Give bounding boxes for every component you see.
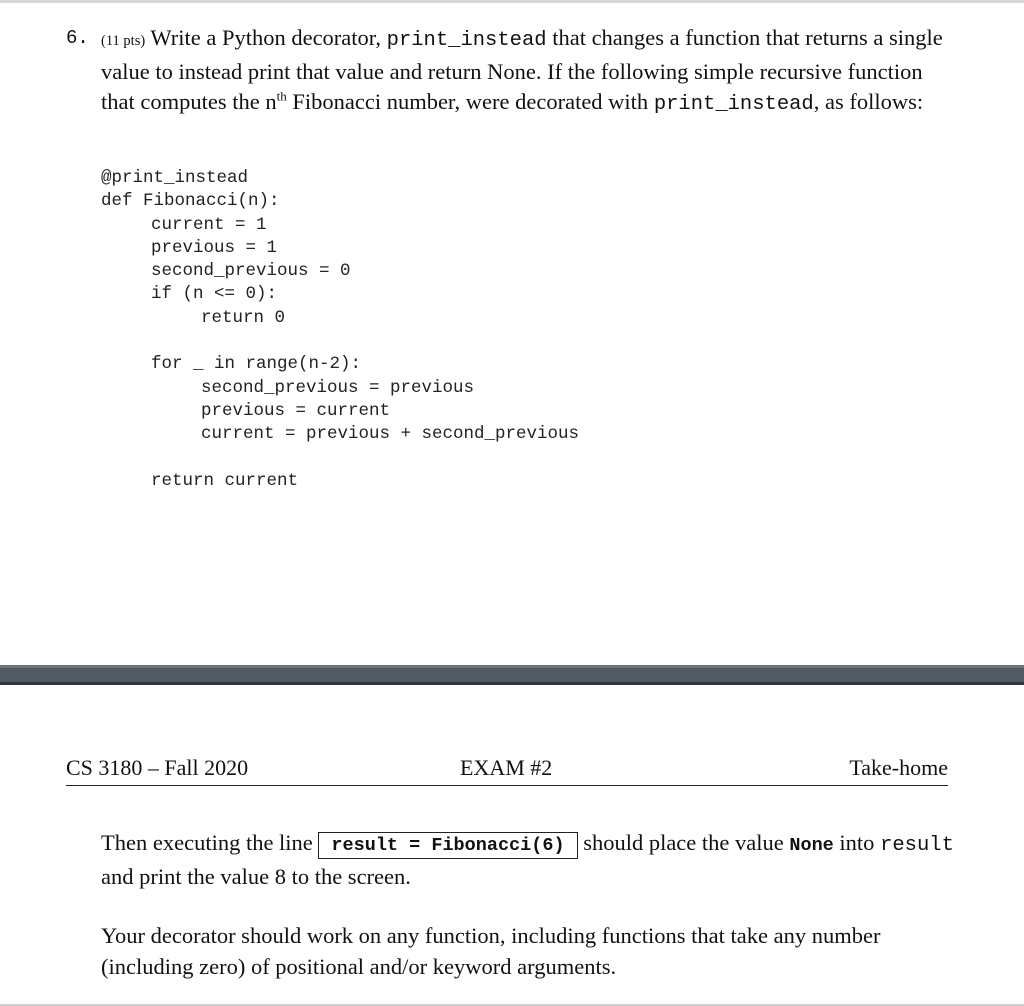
- question-6: [66, 23, 946, 121]
- code-line: previous = 1: [151, 237, 278, 258]
- code-line: def Fibonacci(n):: [101, 191, 280, 212]
- question-number: 6.: [66, 27, 89, 49]
- header-exam: EXAM #2: [460, 755, 553, 780]
- code-line: @print_instead: [101, 168, 249, 188]
- paragraph-text-part: and print the value 8 to the screen.: [101, 864, 411, 889]
- question-points: (11 pts): [101, 33, 146, 49]
- boxed-code-statement: result = Fibonacci(6): [318, 832, 577, 859]
- code-line: for _ in range(n-2):: [151, 354, 362, 375]
- code-line: second_previous = previous: [201, 377, 475, 398]
- superscript-th: th: [276, 88, 287, 104]
- code-line: previous = current: [201, 400, 391, 421]
- code-line: second_previous = 0: [151, 261, 351, 282]
- question-text-part: , as follows:: [813, 89, 924, 114]
- code-line: if (n <= 0):: [151, 284, 278, 305]
- code-line: return current: [151, 470, 299, 491]
- inline-code-decorator-name: print_instead: [386, 29, 547, 52]
- inline-code-result: result: [880, 834, 954, 857]
- code-line: return 0: [201, 307, 286, 328]
- question-text-part: Fibonacci number, were decorated with: [286, 89, 654, 114]
- paragraph-text-part: Then executing the line: [101, 830, 319, 855]
- code-line: current = previous + second_previous: [201, 424, 580, 445]
- question-text: [101, 23, 946, 121]
- code-line: current = 1: [151, 214, 267, 235]
- inline-code-decorator-name: print_instead: [653, 93, 814, 116]
- question-text-part: that changes a function that returns a single value to instead print that value and return None. If the following simple recursive function that computes the n: [101, 25, 943, 114]
- paragraph-requirements: Your decorator should work on any function, including functions that take any number (including zero) of positional and/or keyword arguments.: [101, 923, 881, 979]
- page-header: [66, 755, 948, 786]
- paragraph-text-part: into: [833, 830, 881, 855]
- inline-code-none: None: [789, 835, 834, 856]
- page-break-divider: [0, 665, 1024, 685]
- question-text-part: Write a Python decorator,: [145, 25, 387, 50]
- paragraph-execution: [101, 827, 961, 892]
- code-block: [101, 167, 579, 493]
- document-page-1: [0, 3, 1024, 665]
- header-course: CS 3180 – Fall 2020: [66, 755, 249, 780]
- paragraph-text-part: should place the value: [577, 830, 790, 855]
- header-type: Take-home: [849, 755, 948, 780]
